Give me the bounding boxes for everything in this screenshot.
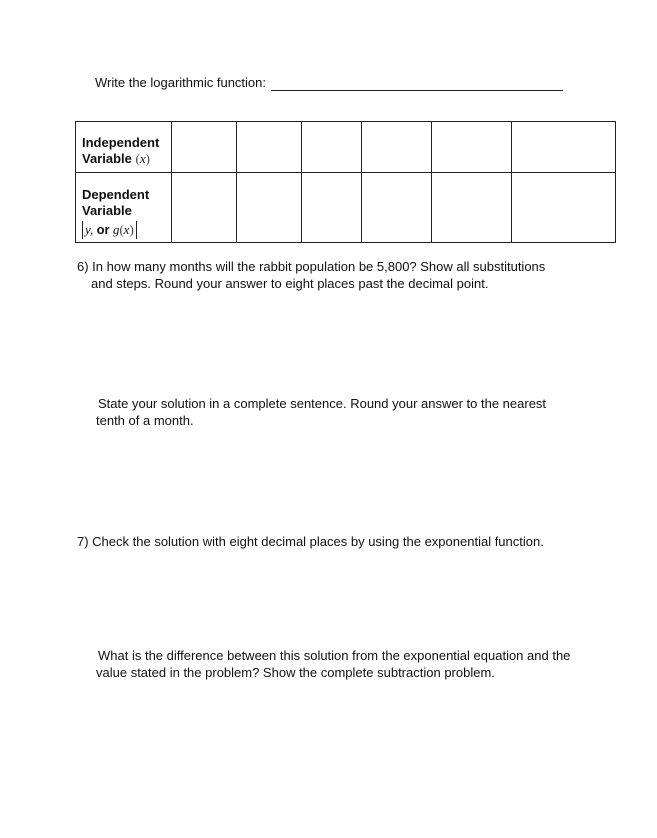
dependent-header-line1: Dependent [82, 187, 150, 202]
log-function-row [95, 74, 563, 91]
dependent-value-cell-4[interactable] [362, 173, 432, 243]
independent-value-cell-4[interactable] [362, 122, 432, 173]
independent-value-cell-3[interactable] [302, 122, 362, 173]
dependent-variable-header [76, 173, 172, 243]
independent-var-symbol: x [139, 151, 146, 166]
values-table [75, 121, 616, 243]
dependent-value-cell-3[interactable] [302, 173, 362, 243]
independent-variable-header [76, 122, 172, 173]
dependent-value-cell-6[interactable] [512, 173, 616, 243]
dependent-header-line2: Variable [82, 203, 132, 218]
dependent-or-text: or [96, 222, 110, 237]
independent-value-cell-1[interactable] [172, 122, 237, 173]
independent-header-line2: Variable [82, 151, 132, 166]
independent-header-line1: Independent [82, 135, 160, 150]
table-row-independent [76, 122, 616, 173]
question6-sentence-line2: tenth of a month. [96, 413, 194, 428]
dependent-value-cell-2[interactable] [237, 173, 302, 243]
question7-diff-line1: What is the difference between this solution from the exponential equation and the [98, 648, 571, 663]
independent-value-cell-5[interactable] [432, 122, 512, 173]
question6-line1: 6) In how many months will the rabbit population be 5,800? Show all substitutions [77, 259, 546, 274]
question7-line1: 7) Check the solution with eight decimal places by using the exponential function. [77, 534, 544, 549]
table-row-dependent [76, 173, 616, 243]
dependent-value-cell-5[interactable] [432, 173, 512, 243]
log-function-answer-blank[interactable] [271, 78, 563, 91]
dependent-var-expr: y, or g(x) [82, 221, 137, 239]
independent-header-line2-wrap [82, 151, 171, 167]
dependent-value-cell-1[interactable] [172, 173, 237, 243]
question7-diff-line2: value stated in the problem? Show the complete subtraction problem. [96, 665, 495, 680]
log-function-label: Write the logarithmic function: [95, 75, 266, 90]
independent-value-cell-6[interactable] [512, 122, 616, 173]
question6-line2: and steps. Round your answer to eight places past the decimal point. [91, 276, 489, 291]
independent-value-cell-2[interactable] [237, 122, 302, 173]
question6-sentence-line1: State your solution in a complete sentence. Round your answer to the nearest [98, 396, 547, 411]
dependent-x-symbol: x [123, 222, 130, 237]
dependent-g-symbol: g [112, 222, 120, 237]
dependent-y-symbol: y, [85, 222, 94, 237]
independent-var-expr: (x) [135, 151, 150, 166]
